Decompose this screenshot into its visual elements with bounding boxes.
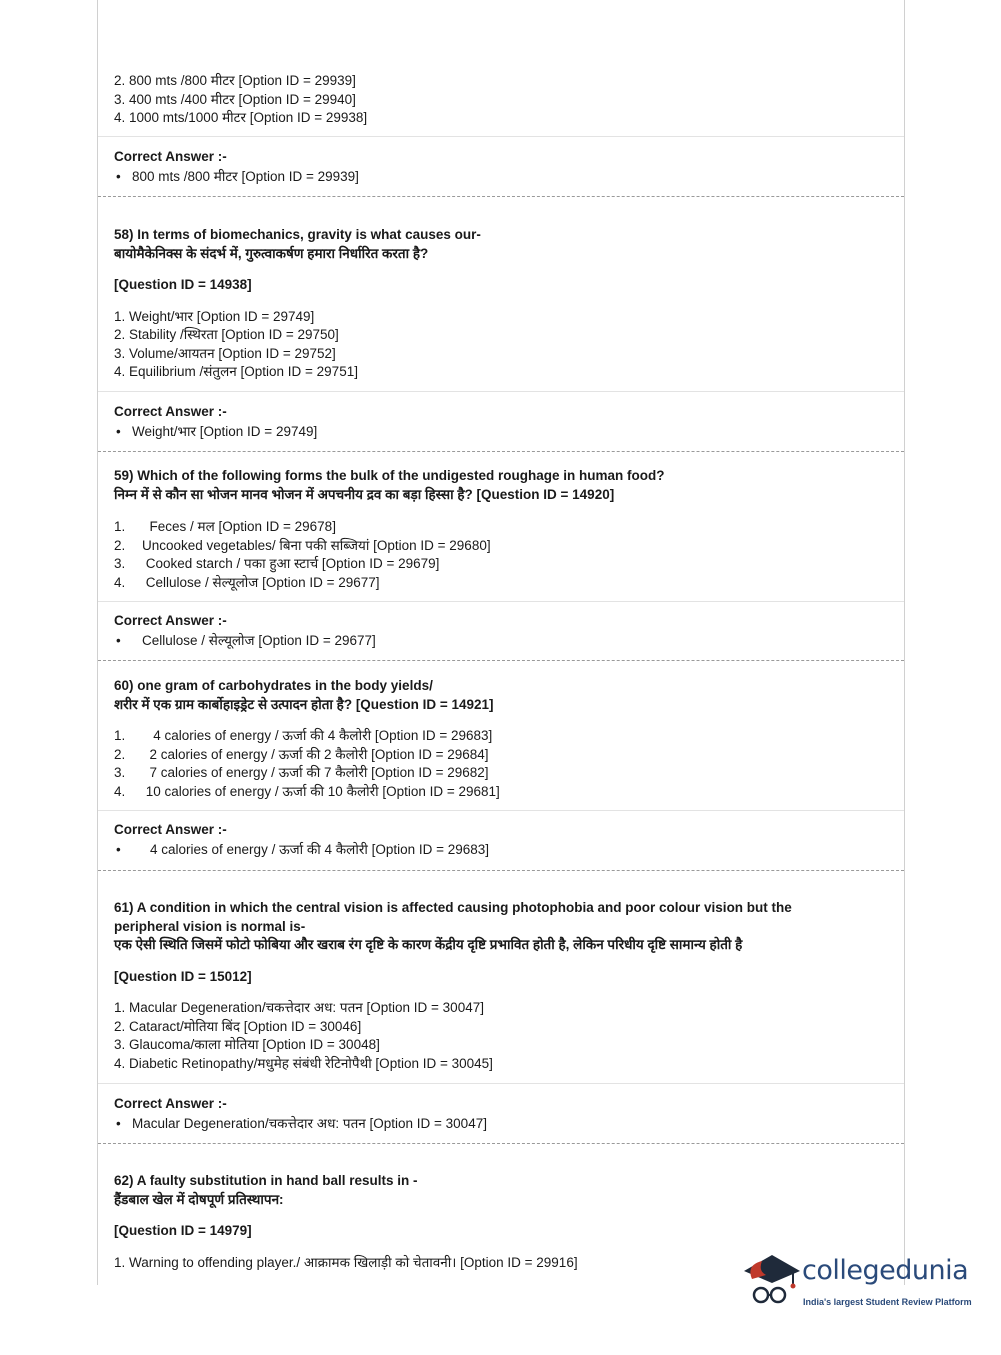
top-correct-answer [114, 146, 894, 187]
option: 2. 2 calories of energy / ऊर्जा की 2 कैलोरी [Option ID = 29684] [114, 746, 489, 762]
option: 4. 1000 mts/1000 मीटर [Option ID = 29938] [114, 110, 368, 125]
option: 3. 400 mts /400 मीटर [Option ID = 29940] [114, 91, 356, 107]
question-61 [114, 899, 894, 1073]
question-text-hi: एक ऐसी स्थिति जिसमें फोटो फोबिया और खराब रंग दृष्टि के कारण केंद्रीय दृष्टि प्रभावित होती है, लेकिन परिधीय दृष्टि सामान्य होती है [114, 937, 743, 952]
question-60 [114, 677, 894, 801]
collegedunia-logo [742, 1245, 972, 1315]
separator [98, 196, 904, 197]
option: 3. Cooked starch / पका हुआ स्टार्च [Option ID = 29679] [114, 556, 440, 571]
separator [98, 660, 904, 661]
option: 1. 4 calories of energy / ऊर्जा की 4 कैलोरी [Option ID = 29683] [114, 728, 493, 743]
question-id: [Question ID = 14979] [114, 1223, 252, 1238]
options-list [114, 999, 894, 1073]
q60-correct-answer [114, 819, 894, 860]
correct-answer-label: Correct Answer :- [114, 822, 227, 837]
option: 2. Uncooked vegetables/ बिना पकी सब्जियां [Option ID = 29680] [114, 537, 491, 553]
option: 1. Macular Degeneration/चकत्तेदार अध: पतन [Option ID = 30047] [114, 1000, 484, 1015]
question-id: [Question ID = 15012] [114, 968, 252, 984]
mascot-icon [742, 1249, 804, 1311]
correct-answer-label: Correct Answer :- [114, 404, 227, 419]
options-list [114, 518, 894, 592]
question-text-en: 59) Which of the following forms the bulk of the undigested roughage in human food? [114, 468, 665, 483]
options-list [114, 727, 894, 801]
option: 1. Warning to offending player./ आक्रामक खिलाड़ी को चेतावनी। [Option ID = 29916] [114, 1254, 578, 1270]
question-text-en: 62) A faulty substitution in hand ball results in - [114, 1173, 418, 1188]
option: 4. Diabetic Retinopathy/मधुमेह संबंधी रेटिनोपैथी [Option ID = 30045] [114, 1055, 493, 1071]
option: 1. Feces / मल [Option ID = 29678] [114, 519, 336, 534]
option: 2. 800 mts /800 मीटर [Option ID = 29939] [114, 73, 356, 88]
separator [98, 451, 904, 452]
correct-answer-label: Correct Answer :- [114, 613, 227, 628]
q59-correct-answer [114, 610, 894, 651]
option: 4. Equilibrium /संतुलन [Option ID = 29751] [114, 364, 358, 379]
option: 1. Weight/भार [Option ID = 29749] [114, 308, 315, 324]
options-list [114, 308, 894, 382]
question-text-hi: निम्न में से कौन सा भोजन मानव भोजन में अपचनीय द्रव का बड़ा हिस्सा है? [Question ID = 14920] [114, 486, 615, 502]
document-page [97, 0, 905, 1285]
option: 4. 10 calories of energy / ऊर्जा की 10 कैलोरी [Option ID = 29681] [114, 783, 500, 799]
question-58 [114, 226, 894, 382]
question-text-en: 61) A condition in which the central vision is affected causing photophobia and poor colour vision but the [114, 900, 792, 915]
correct-answer-label: Correct Answer :- [114, 149, 227, 164]
question-text-en-cont: peripheral vision is normal is- [114, 918, 306, 934]
separator [98, 1143, 904, 1144]
top-options [114, 72, 894, 128]
question-text-hi: शरीर में एक ग्राम कार्बोहाइड्रेट से उत्पादन होता है? [Question ID = 14921] [114, 696, 494, 712]
option: 3. Volume/आयतन [Option ID = 29752] [114, 345, 336, 361]
correct-answer-value: •Cellulose / सेल्यूलोज [Option ID = 29677] [114, 632, 894, 651]
correct-answer-value: •4 calories of energy / ऊर्जा की 4 कैलोरी [Option ID = 29683] [114, 841, 894, 860]
question-text-hi: बायोमैकेनिक्स के संदर्भ में, गुरुत्वाकर्षण हमारा निर्धारित करता है? [114, 245, 429, 261]
question-text-en: 58) In terms of biomechanics, gravity is what causes our- [114, 227, 481, 242]
option: 3. 7 calories of energy / ऊर्जा की 7 कैलोरी [Option ID = 29682] [114, 765, 489, 780]
brand-name: collegedunia [802, 1255, 969, 1286]
brand-tagline: India's largest Student Review Platform [803, 1297, 972, 1307]
correct-answer-value: • Weight/भार [Option ID = 29749] [114, 423, 894, 442]
question-text-en: 60) one gram of carbohydrates in the body yields/ [114, 678, 433, 693]
question-text-hi: हैंडबाल खेल में दोषपूर्ण प्रतिस्थापन: [114, 1191, 284, 1207]
q61-correct-answer [114, 1093, 894, 1134]
separator [98, 870, 904, 871]
correct-answer-value: • 800 mts /800 मीटर [Option ID = 29939] [114, 168, 894, 187]
option: 2. Cataract/मोतिया बिंद [Option ID = 30046] [114, 1018, 362, 1034]
correct-answer-label: Correct Answer :- [114, 1096, 227, 1111]
option: 3. Glaucoma/काला मोतिया [Option ID = 30048] [114, 1037, 380, 1052]
option: 4. Cellulose / सेल्यूलोज [Option ID = 29677] [114, 574, 380, 590]
q58-correct-answer [114, 401, 894, 442]
question-59 [114, 467, 894, 592]
correct-answer-value: • Macular Degeneration/चकत्तेदार अध: पतन [Option ID = 30047] [114, 1115, 894, 1134]
option: 2. Stability /स्थिरता [Option ID = 29750] [114, 327, 339, 342]
question-id: [Question ID = 14938] [114, 277, 252, 292]
